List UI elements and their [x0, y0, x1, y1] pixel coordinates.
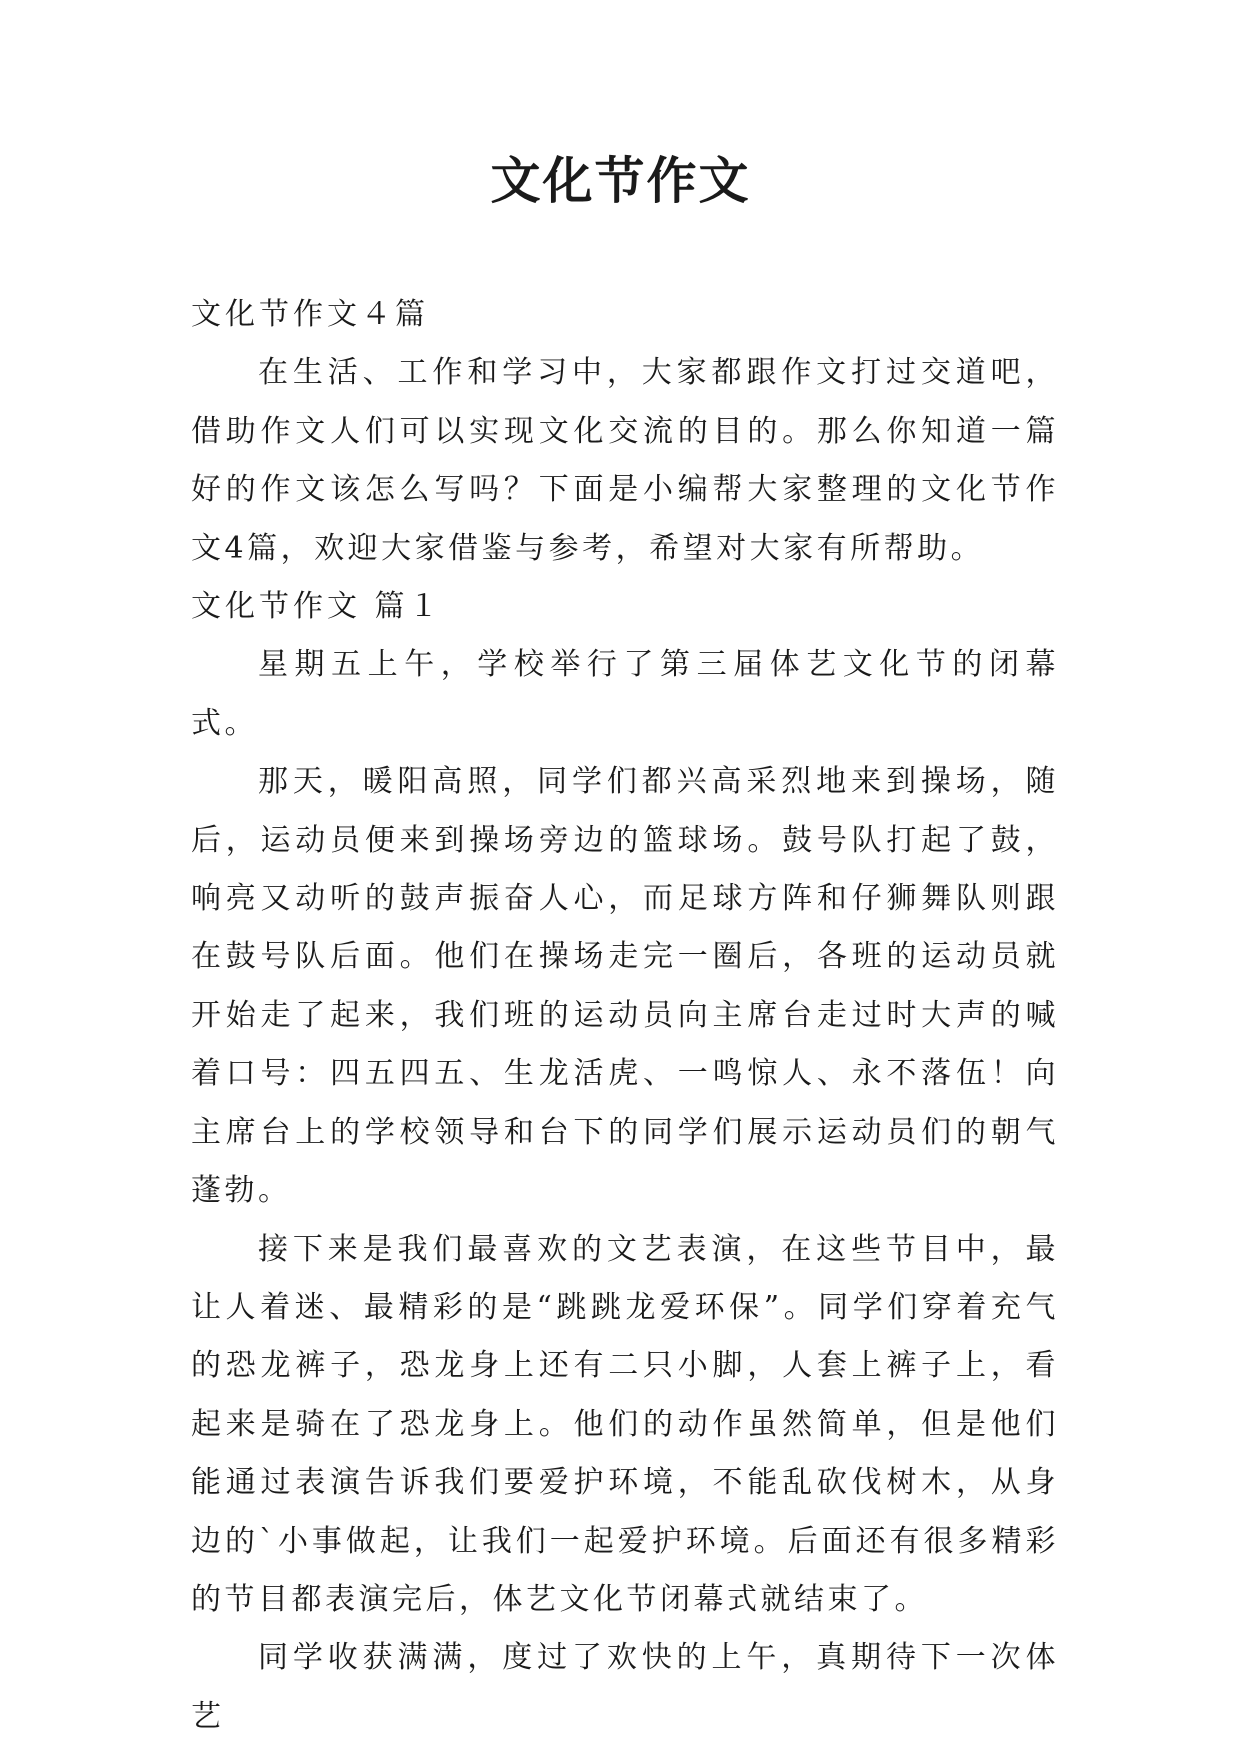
body-paragraph: 接下来是我们最喜欢的文艺表演，在这些节目中，最让人着迷、最精彩的是“跳跳龙爱环保”。同学们穿着充气的恐龙裤子，恐龙身上还有二只小脚，人套上裤子上，看起来是骑在了恐龙身上。他们的动作虽然简单，但是他们能通过表演告诉我们要爱护环境，不能乱砍伐树木，从身边的`小事做起，让我们一起爱护环境。后面还有很多精彩的节目都表演完后，体艺文化节闭幕式就结束了。 [191, 1231, 1059, 1617]
document-title: 文化节作文 [490, 152, 751, 210]
section-heading: 文化节作文 篇１ [191, 589, 443, 625]
document-body [191, 286, 1059, 1746]
body-paragraph: 那天，暖阳高照，同学们都兴高采烈地来到操场，随后，运动员便来到操场旁边的篮球场。鼓号队打起了鼓，响亮又动听的鼓声振奋人心，而足球方阵和仔狮舞队则跟在鼓号队后面。他们在操场走完一圈后，各班的运动员就开始走了起来，我们班的运动员向主席台走过时大声的喊着口号：四五四五、生龙活虎、一鸣惊人、永不落伍！向主席台上的学校领导和台下的同学们展示运动员们的朝气蓬勃。 [191, 764, 1059, 1209]
intro-paragraph: 在生活、工作和学习中，大家都跟作文打过交道吧，借助作文人们可以实现文化交流的目的。那么你知道一篇好的作文该怎么写吗？下面是小编帮大家整理的文化节作文4篇，欢迎大家借鉴与参考，希望对大家有所帮助。 [191, 355, 1059, 566]
document-subtitle: 文化节作文４篇 [191, 297, 429, 332]
body-paragraph: 星期五上午，学校举行了第三届体艺文化节的闭幕式。 [191, 647, 1059, 741]
body-paragraph: 同学收获满满，度过了欢快的上午，真期待下一次体艺 [191, 1640, 1059, 1734]
